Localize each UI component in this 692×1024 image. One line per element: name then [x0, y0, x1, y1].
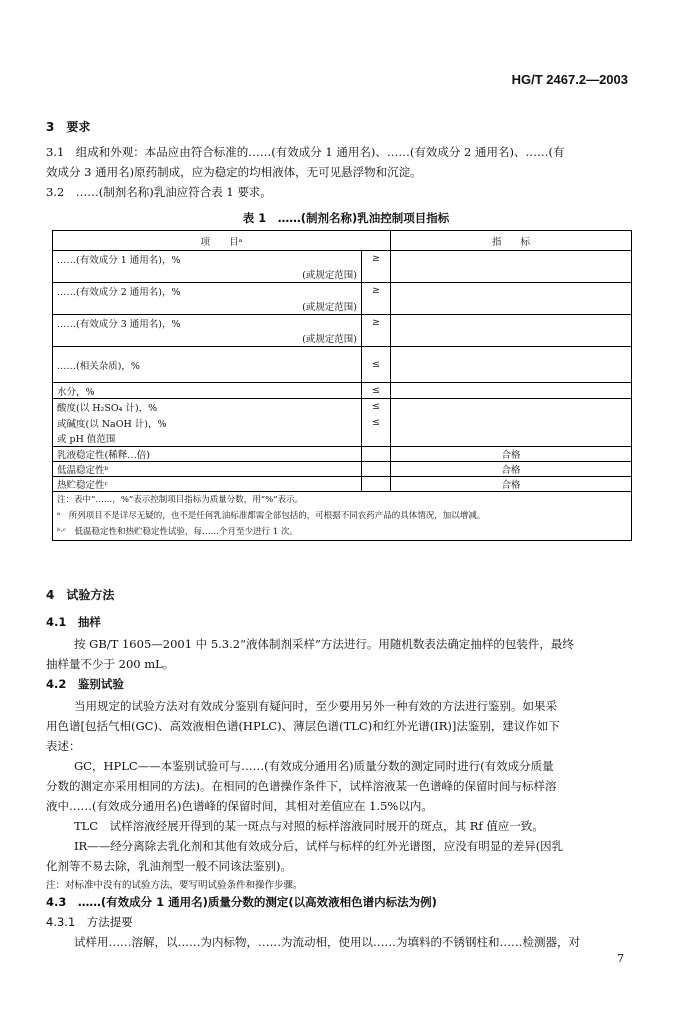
- col-header-value: 指 标: [391, 231, 632, 251]
- clause-4-1-line2: 抽样量不少于 200 mL。: [46, 657, 175, 671]
- col-header-item: 项 目ᵃ: [53, 231, 391, 251]
- row-ai1: ……(有效成分 1 通用名)，%: [53, 251, 362, 267]
- row-low-temp: 低温稳定性ᵇ: [53, 462, 362, 477]
- page-number: 7: [617, 952, 624, 965]
- row-heat-storage: 热贮稳定性ᶜ: [53, 477, 362, 492]
- ir-line1: IR——经分离除去乳化剂和其他有效成分后，试样与标样的红外光谱图，应没有明显的差异(因乳: [74, 839, 564, 853]
- ge-symbol: ≥: [362, 283, 391, 299]
- pass-value: 合格: [391, 477, 632, 492]
- pass-value: 合格: [391, 447, 632, 462]
- table-note-a: ᵃ 所列项目不是详尽无疑的，也不是任何乳油标准都需全部包括的，可根据不同农药产品的具体情况，加以增减。: [53, 508, 632, 524]
- clause-4-1-line1: 按 GB/T 1605—2001 中 5.3.2“液体制剂采样”方法进行。用随机数表法确定抽样的包装件，最终: [74, 637, 574, 651]
- row-ai2-range: (或规定范围): [53, 299, 362, 315]
- method-note: 注：对标准中没有的试验方法，要写明试验条件和操作步骤。: [46, 880, 303, 891]
- row-ai1-range: (或规定范围): [53, 267, 362, 283]
- control-items-table: [52, 230, 632, 541]
- ir-line2: 化剂等不易去除，乳油剂型一般不同该法鉴别)。: [46, 859, 292, 873]
- standard-code: HG/T 2467.2—2003: [511, 72, 628, 87]
- row-alkalinity: 或碱度(以 NaOH 计)，%: [53, 415, 362, 431]
- le-symbol: ≤: [362, 347, 391, 383]
- clause-4-2-line1: 当用规定的试验方法对有效成分鉴别有疑问时，至少要用另外一种有效的方法进行鉴别。如果采: [74, 699, 557, 713]
- clause-3-1-line2: 效成分 3 通用名)原药制成，应为稳定的均相液体，无可见悬浮物和沉淀。: [46, 165, 422, 179]
- table-note-bc: ᵇ·ᶜ 低温稳定性和热贮稳定性试验，每……个月至少进行 1 次。: [53, 524, 632, 541]
- ge-symbol: ≥: [362, 315, 391, 331]
- row-impurity: ……(相关杂质)，%: [53, 347, 362, 383]
- clause-4-1-title: 4.1 抽样: [46, 615, 101, 629]
- ge-symbol: ≥: [362, 251, 391, 267]
- row-ph: 或 pH 值范围: [53, 431, 362, 447]
- clause-4-2-line3: 表述：: [46, 739, 81, 753]
- row-emulsion: 乳液稳定性(稀释…倍): [53, 447, 362, 462]
- clause-4-3-title: 4.3 ……(有效成分 1 通用名)质量分数的测定(以高效液相色谱内标法为例): [46, 895, 437, 909]
- row-water: 水分，%: [53, 383, 362, 399]
- le-symbol: ≤: [362, 415, 391, 431]
- gc-hplc-line2: 分数的测定亦采用相同的方法)。在相同的色谱操作条件下，试样溶液某一色谱峰的保留时间与标样溶: [46, 779, 557, 793]
- clause-4-2-line2: 用色谱[包括气相(GC)、高效液相色谱(HPLC)、薄层色谱(TLC)和红外光谱(IR)]法鉴别，建议作如下: [46, 719, 560, 733]
- clause-3-1-line1: 3.1 组成和外观：本品应由符合标准的……(有效成分 1 通用名)、……(有效成分 2 通用名)、……(有: [46, 145, 565, 159]
- section-4-title: 4 试验方法: [46, 588, 115, 602]
- table-caption: 表 1 ……(制剂名称)乳油控制项目指标: [242, 211, 450, 225]
- le-symbol: ≤: [362, 383, 391, 399]
- le-symbol: ≤: [362, 399, 391, 415]
- pass-value: 合格: [391, 462, 632, 477]
- row-ai3-range: (或规定范围): [53, 331, 362, 347]
- clause-4-3-1-text: 试样用……溶解，以……为内标物，……为流动相，使用以……为填料的不锈钢柱和……检测器，对: [74, 935, 580, 949]
- clause-3-2: 3.2 ……(制剂名称)乳油应符合表 1 要求。: [46, 185, 272, 199]
- row-ai2: ……(有效成分 2 通用名)，%: [53, 283, 362, 299]
- section-3-title: 3 要求: [46, 120, 91, 134]
- table-note-1: 注：表中“……，%”表示控制项目指标为质量分数，用“%”表示。: [53, 492, 632, 509]
- tlc-line: TLC 试样溶液经展开得到的某一斑点与对照的标样溶液同时展开的斑点，其 Rf 值应一致。: [74, 819, 544, 833]
- row-ai3: ……(有效成分 3 通用名)，%: [53, 315, 362, 331]
- gc-hplc-line3: 液中……(有效成分通用名)色谱峰的保留时间，其相对差值应在 1.5%以内。: [46, 799, 433, 813]
- clause-4-3-1-title: 4.3.1 方法提要: [46, 915, 133, 929]
- clause-4-2-title: 4.2 鉴别试验: [46, 677, 124, 691]
- row-acidity: 酸度(以 H₂SO₄ 计)，%: [53, 399, 362, 415]
- gc-hplc-line1: GC，HPLC——本鉴别试验可与……(有效成分通用名)质量分数的测定同时进行(有效成分质量: [74, 759, 554, 773]
